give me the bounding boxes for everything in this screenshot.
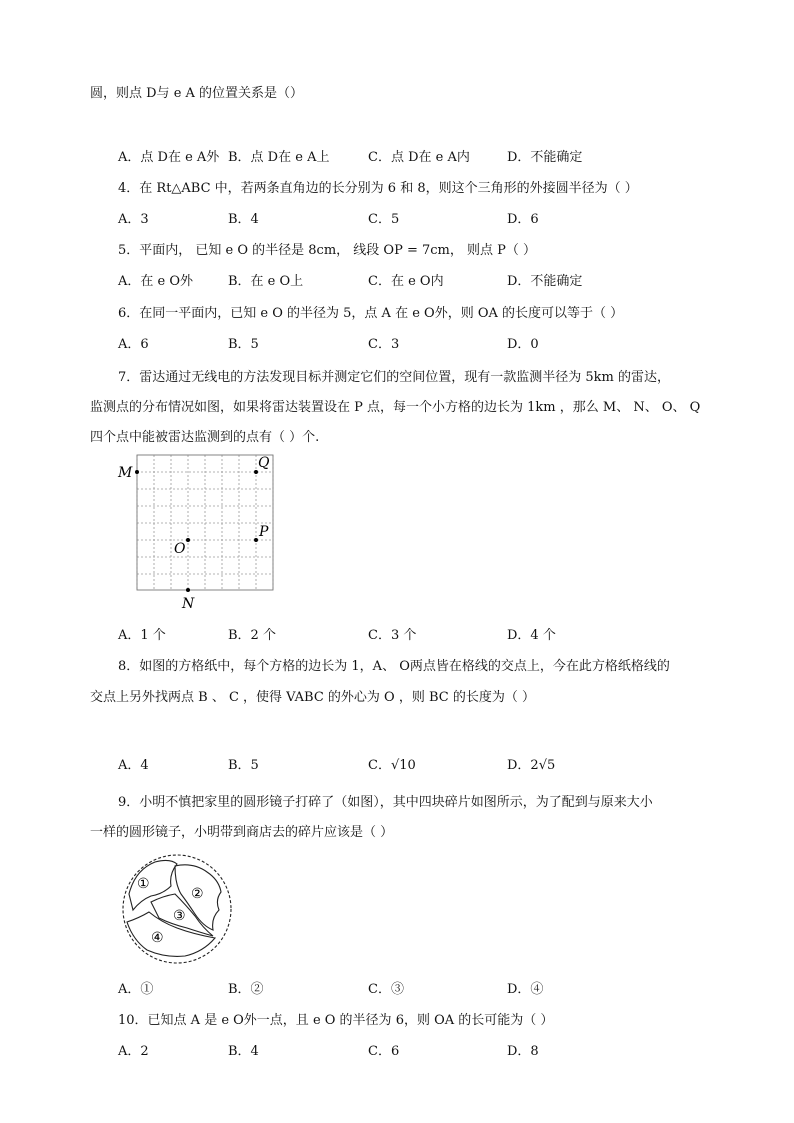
option-c: C．√10: [368, 758, 416, 773]
option-d: D．4 个: [507, 628, 556, 643]
option-a: A．2: [118, 1044, 149, 1059]
question-7-line-1: 7．雷达通过无线电的方法发现目标并测定它们的空间位置，现有一款监测半径为 5km 的雷达，: [118, 370, 671, 385]
label-piece-4: ④: [151, 930, 164, 946]
radar-grid-figure: [110, 450, 290, 615]
label-piece-3: ③: [173, 908, 186, 924]
option-c: C．3: [368, 337, 400, 352]
point-n: [186, 588, 190, 592]
option-a: A．6: [118, 337, 149, 352]
point-o: [186, 538, 190, 542]
question-8-line-2: 交点上另外找两点 B 、 C ，使得 VABC 的外心为 O ，则 BC 的长度为（ ）: [90, 690, 535, 705]
question-8-line-1: 8．如图的方格纸中，每个方格的边长为 1，A、 O两点皆在格线的交点上，今在此方格纸格线的: [118, 659, 670, 674]
option-a: A．3: [118, 212, 149, 227]
option-d: D．④: [507, 982, 544, 997]
question-4: 4．在 Rt△ABC 中，若两条直角边的长分别为 6 和 8，则这个三角形的外接圆半径为（ ）: [118, 181, 638, 196]
option-c: C．6: [368, 1044, 400, 1059]
option-a: A．4: [118, 758, 149, 773]
option-b: B．4: [228, 1044, 259, 1059]
question-5: 5．平面内， 已知 e O 的半径是 8cm， 线段 OP = 7cm， 则点 P（ ）: [118, 243, 537, 258]
option-b: B．4: [228, 212, 259, 227]
label-p: P: [259, 524, 269, 540]
option-c: C．在 e O内: [368, 274, 444, 289]
label-piece-2: ②: [191, 886, 204, 902]
question-10: 10．已知点 A 是 e O外一点，且 e O 的半径为 6，则 OA 的长可能为（ ）: [118, 1013, 554, 1028]
option-d: D．8: [507, 1044, 539, 1059]
option-c: C．点 D在 e A内: [368, 150, 470, 165]
point-p: [254, 538, 258, 542]
option-a: A．1 个: [118, 628, 166, 643]
label-piece-1: ①: [137, 876, 150, 892]
intro-line: 圆，则点 D与 e A 的位置关系是（）: [90, 86, 304, 101]
option-b: B．点 D在 e A上: [228, 150, 330, 165]
question-9-line-1: 9．小明不慎把家里的圆形镜子打碎了（如图），其中四块碎片如图所示，为了配到与原来大小: [118, 795, 653, 810]
option-d: D．不能确定: [507, 274, 583, 289]
option-c: C．5: [368, 212, 400, 227]
question-9-line-2: 一样的圆形镜子，小明带到商店去的碎片应该是（ ）: [90, 825, 394, 840]
question-7-line-2: 监测点的分布情况如图，如果将雷达装置设在 P 点，每一个小方格的边长为 1km ，那么 M、 N、 O、 Q: [90, 400, 701, 415]
label-m: M: [118, 465, 133, 481]
label-n: N: [182, 596, 195, 612]
option-d: D．2√5: [507, 758, 556, 773]
option-b: B．②: [228, 982, 264, 997]
option-a: A．点 D在 e A外: [118, 150, 220, 165]
broken-mirror-figure: [115, 852, 240, 967]
option-d: D．0: [507, 337, 539, 352]
option-c: C．③: [368, 982, 404, 997]
option-b: B．在 e O上: [228, 274, 304, 289]
label-q: Q: [258, 455, 270, 471]
question-6: 6．在同一平面内，已知 e O 的半径为 5，点 A 在 e O外，则 OA 的长度可以等于（ ）: [118, 306, 624, 321]
option-c: C．3 个: [368, 628, 417, 643]
option-a: A．在 e O外: [118, 274, 194, 289]
option-d: D．不能确定: [507, 150, 583, 165]
option-b: B．5: [228, 337, 259, 352]
option-b: B．5: [228, 758, 259, 773]
point-m: [135, 470, 139, 474]
option-b: B．2 个: [228, 628, 276, 643]
label-o: O: [174, 541, 186, 557]
option-d: D．6: [507, 212, 539, 227]
question-7-line-3: 四个点中能被雷达监测到的点有（ ）个.: [90, 430, 320, 445]
option-a: A．①: [118, 982, 154, 997]
